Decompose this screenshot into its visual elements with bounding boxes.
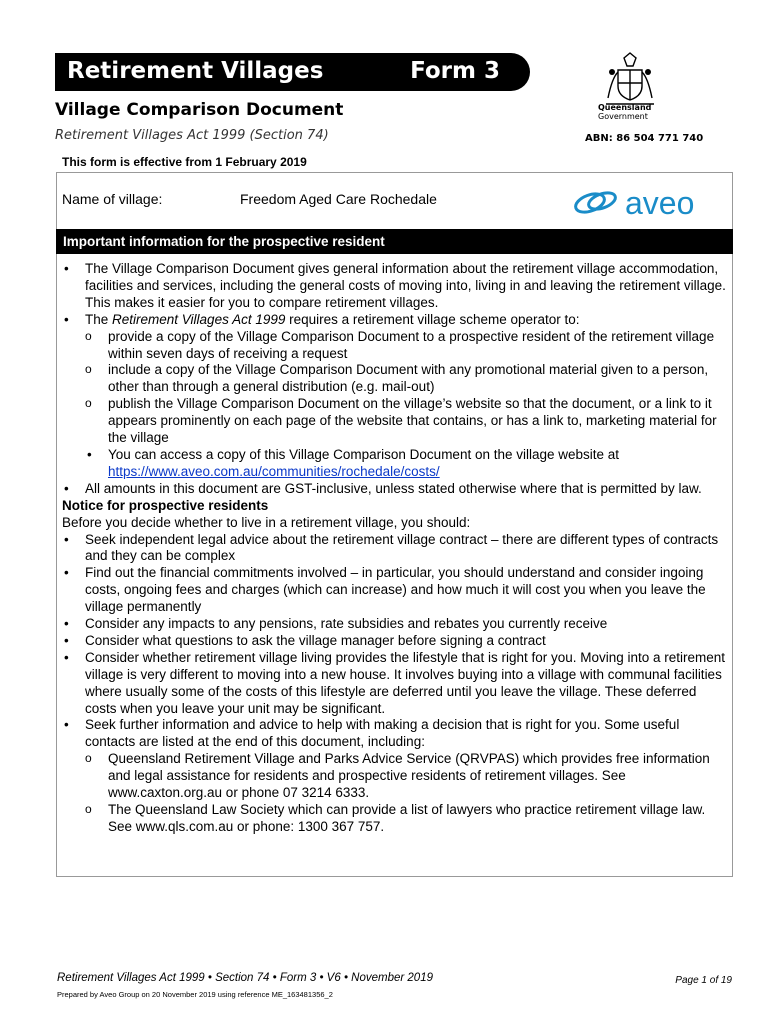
queensland-crest-icon [600,50,660,110]
notice-heading: Notice for prospective residents [62,497,269,513]
list-item: • Consider what questions to ask the village manager before signing a contract [62,633,727,650]
sub-list-item: o include a copy of the Village Comparison Document with any promotional material given to a person, other than through a general distribution (e.g. mail-out) [62,362,727,396]
sub-list-item: • You can access a copy of this Village Comparison Document on the village website at https://www.aveo.com.au/communities/rochedale/costs/ [62,447,727,481]
form-number: Form 3 [410,58,500,84]
act-reference: Retirement Villages Act 1999 (Section 74) [55,128,329,143]
village-name-label: Name of village: [62,191,163,207]
sub-list-item: o publish the Village Comparison Document on the village’s website so that the document, or a link to it appears prominently on each page of the website that contains, or has a link to, marketing material for the village [62,396,727,447]
list-item: • The Village Comparison Document gives general information about the retirement village accommodation, facilities and services, including the general costs of moving into, living in and leaving the retirement village. This makes it easier for you to compare retirement villages. [62,261,727,312]
notice-intro: Before you decide whether to live in a retirement village, you should: [62,514,471,530]
government-logotype [598,103,651,121]
form-banner [55,53,530,91]
village-costs-link[interactable]: https://www.aveo.com.au/communities/rochedale/costs/ [108,463,440,479]
list-item: • Consider any impacts to any pensions, rate subsidies and rebates you currently receive [62,616,727,633]
list-item: • Seek independent legal advice about the retirement village contract – there are different types of contracts and they can be complex [62,532,727,566]
sub-list-item: o Queensland Retirement Village and Parks Advice Service (QRVPAS) which provides free information and legal assistance for residents and prospective residents of retirement villages. See www.caxton.org.au or phone 07 3214 6333. [62,751,727,802]
gov-sub: Government [598,112,648,121]
village-name-row [62,191,437,207]
footer-text: Retirement Villages Act 1999 • Section 74 • Form 3 • V6 • November 2019 [57,972,433,984]
list-item: • Find out the financial commitments involved – in particular, you should understand and consider ingoing costs, ongoing fees and charges (which can increase) and how much it will cost you when you leave the village permanently [62,565,727,616]
info-content [62,261,727,836]
prepared-note: Prepared by Aveo Group on 20 November 2019 using reference ME_163481356_2 [57,990,333,999]
sub-list-item: o The Queensland Law Society which can provide a list of lawyers who practice retirement village law. See www.qls.com.au or phone: 1300 367 757. [62,802,727,836]
list-item: • The Retirement Villages Act 1999 requires a retirement village scheme operator to: [62,312,727,329]
page-number: Page 1 of 19 [675,975,732,986]
list-item: • All amounts in this document are GST-inclusive, unless stated otherwise where that is permitted by law. [62,481,727,498]
aveo-logo-text: aveo [625,186,695,218]
section-heading-bar [56,229,733,254]
gov-name: Queensland [598,103,652,112]
sub-list-item: o provide a copy of the Village Comparison Document to a prospective resident of the retirement village within seven days of receiving a request [62,329,727,363]
abn-number: ABN: 86 504 771 740 [585,133,704,144]
document-subtitle: Village Comparison Document [55,100,344,120]
village-name-value: Freedom Aged Care Rochedale [240,191,437,207]
list-item: • Seek further information and advice to help with making a decision that is right for you. Some useful contacts are listed at the end of this document, including: [62,717,727,751]
section-heading: Important information for the prospective resident [63,234,385,249]
effective-date: This form is effective from 1 February 2019 [62,155,307,169]
list-item: • Consider whether retirement village living provides the lifestyle that is right for you. Moving into a retirement village is very different to moving into a new house. It involves buying into a village with communal facilities where usually some of the costs of this lifestyle are deferred until you leave the village. These deferred costs when you leave your unit may be significant. [62,650,727,718]
aveo-logo [572,186,717,218]
form-title: Retirement Villages [67,58,324,84]
